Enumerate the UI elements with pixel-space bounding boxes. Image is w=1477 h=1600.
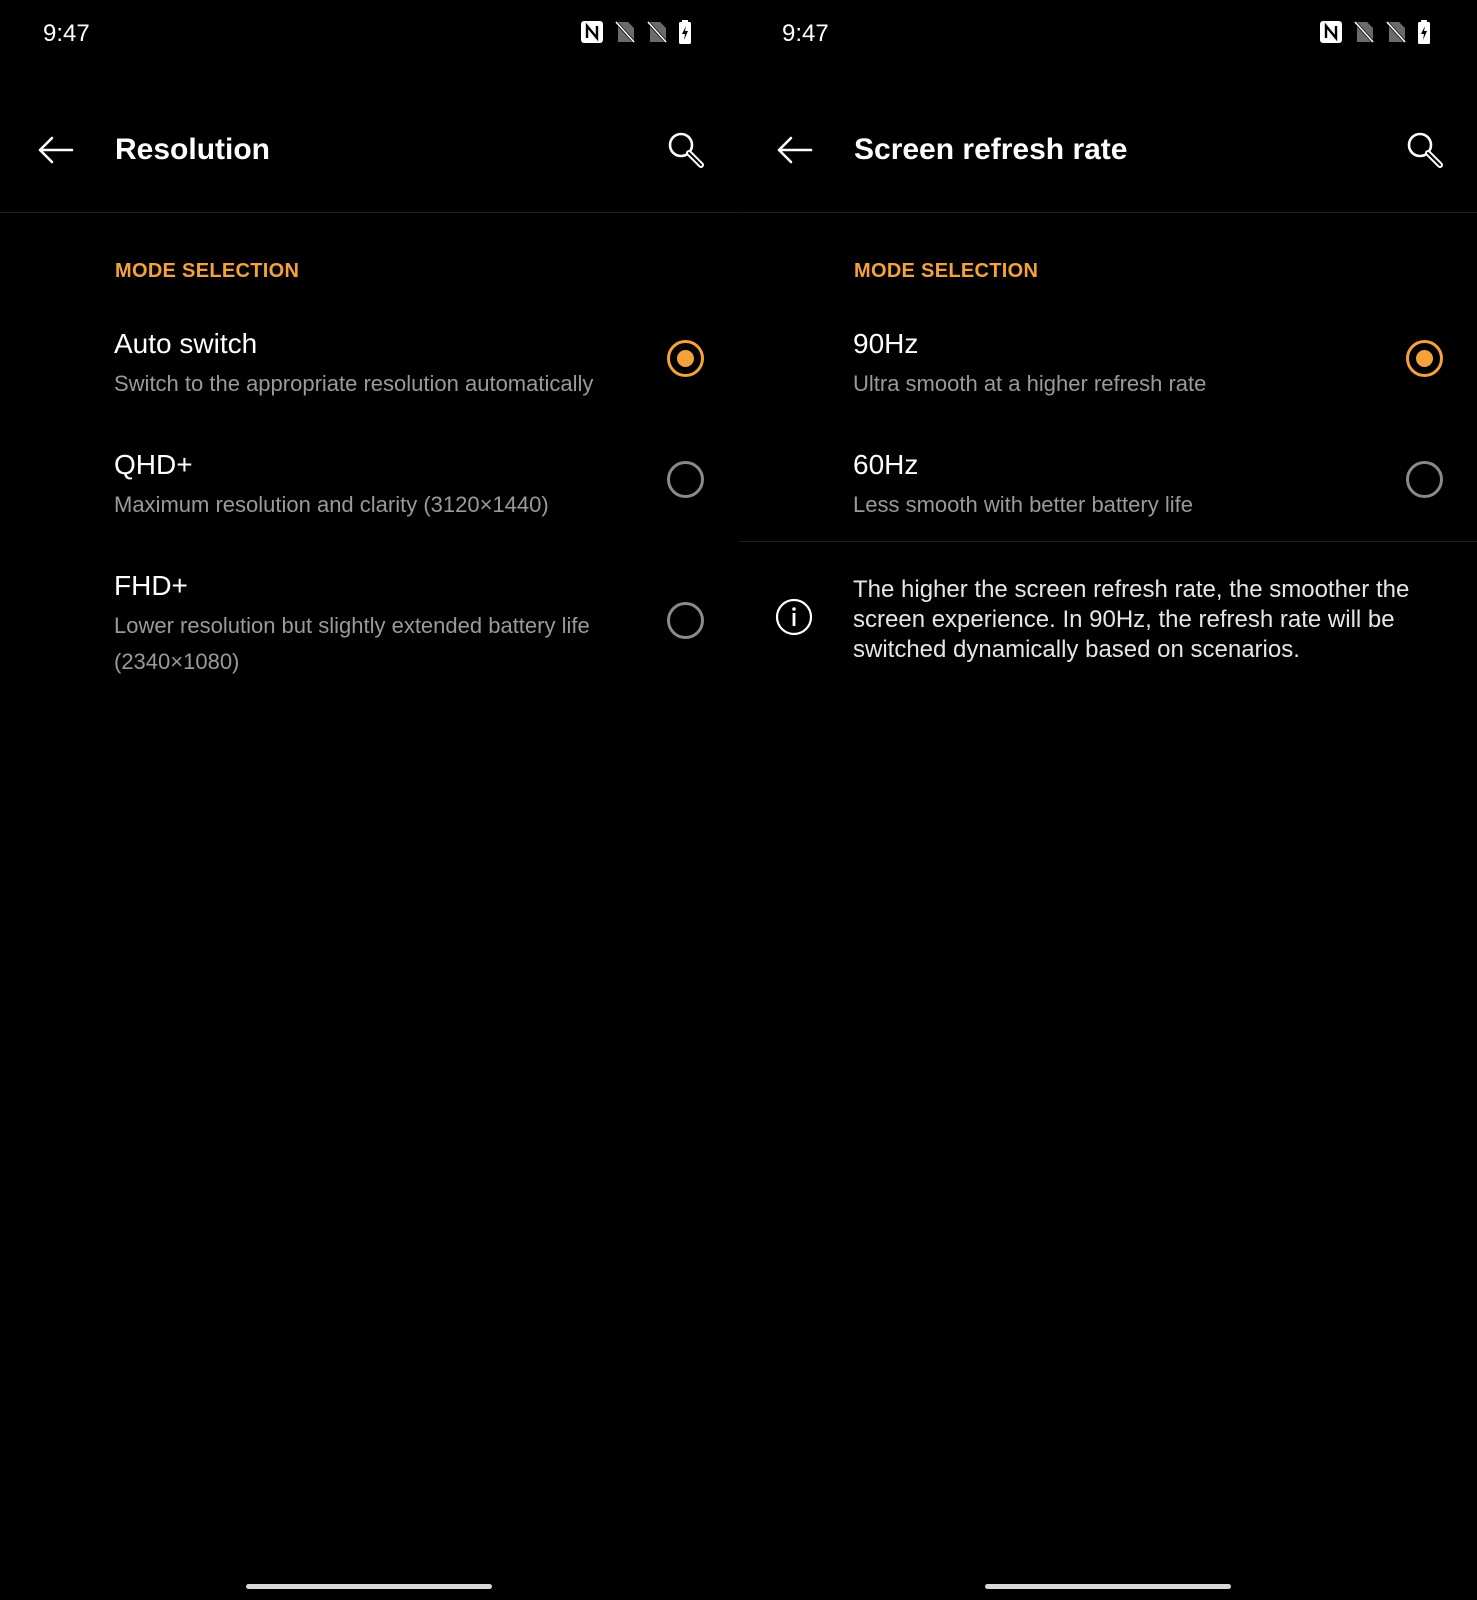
refresh-rate-screen xyxy=(739,0,1477,1600)
radio-unselected[interactable] xyxy=(667,461,704,498)
search-button[interactable] xyxy=(662,126,710,174)
option-title: FHD+ xyxy=(114,570,188,601)
search-button[interactable] xyxy=(1401,126,1449,174)
status-time: 9:47 xyxy=(782,20,829,47)
option-title: Auto switch xyxy=(114,328,258,359)
home-indicator[interactable] xyxy=(985,1584,1231,1589)
info-icon xyxy=(775,598,813,636)
radio-unselected[interactable] xyxy=(1406,461,1443,498)
back-button[interactable] xyxy=(30,128,80,172)
option-subtitle: Ultra smooth at a higher refresh rate xyxy=(853,371,1207,396)
page-title: Screen refresh rate xyxy=(854,133,1128,166)
option-subtitle: Lower resolution but slightly extended battery life (2340×1080) xyxy=(114,613,590,674)
battery-charging-icon xyxy=(1417,20,1431,44)
toolbar-divider xyxy=(739,212,1477,213)
no-sim-icon xyxy=(614,20,636,44)
section-header: MODE SELECTION xyxy=(115,260,300,282)
option-fhd[interactable] xyxy=(0,570,738,680)
option-90hz[interactable] xyxy=(739,328,1477,408)
back-button[interactable] xyxy=(769,128,819,172)
radio-unselected[interactable] xyxy=(667,602,704,639)
battery-charging-icon xyxy=(678,20,692,44)
no-sim-icon xyxy=(646,20,668,44)
option-qhd[interactable] xyxy=(0,449,738,529)
option-title: QHD+ xyxy=(114,449,193,480)
no-sim-icon xyxy=(1353,20,1375,44)
search-icon xyxy=(666,130,706,170)
radio-selected[interactable] xyxy=(1406,340,1443,377)
search-icon xyxy=(1405,130,1445,170)
option-60hz[interactable] xyxy=(739,449,1477,529)
option-subtitle: Maximum resolution and clarity (3120×1440) xyxy=(114,492,549,517)
arrow-left-icon xyxy=(775,136,813,164)
status-time: 9:47 xyxy=(43,20,90,47)
nfc-icon xyxy=(1319,20,1343,44)
radio-selected[interactable] xyxy=(667,340,704,377)
toolbar-divider xyxy=(0,212,738,213)
status-icons xyxy=(1319,20,1431,44)
option-subtitle: Less smooth with better battery life xyxy=(853,492,1193,517)
section-divider xyxy=(739,541,1477,542)
option-subtitle: Switch to the appropriate resolution automatically xyxy=(114,371,594,396)
option-auto-switch[interactable] xyxy=(0,328,738,408)
resolution-screen xyxy=(0,0,738,1600)
option-title: 60Hz xyxy=(853,449,919,480)
no-sim-icon xyxy=(1385,20,1407,44)
arrow-left-icon xyxy=(36,136,74,164)
status-icons xyxy=(580,20,692,44)
option-title: 90Hz xyxy=(853,328,919,359)
nfc-icon xyxy=(580,20,604,44)
home-indicator[interactable] xyxy=(246,1584,492,1589)
info-text: The higher the screen refresh rate, the smoother the screen experience. In 90Hz, the refresh rate will be switched dynamically based on scenarios. xyxy=(853,576,1410,663)
section-header: MODE SELECTION xyxy=(854,260,1039,282)
page-title: Resolution xyxy=(115,133,270,166)
